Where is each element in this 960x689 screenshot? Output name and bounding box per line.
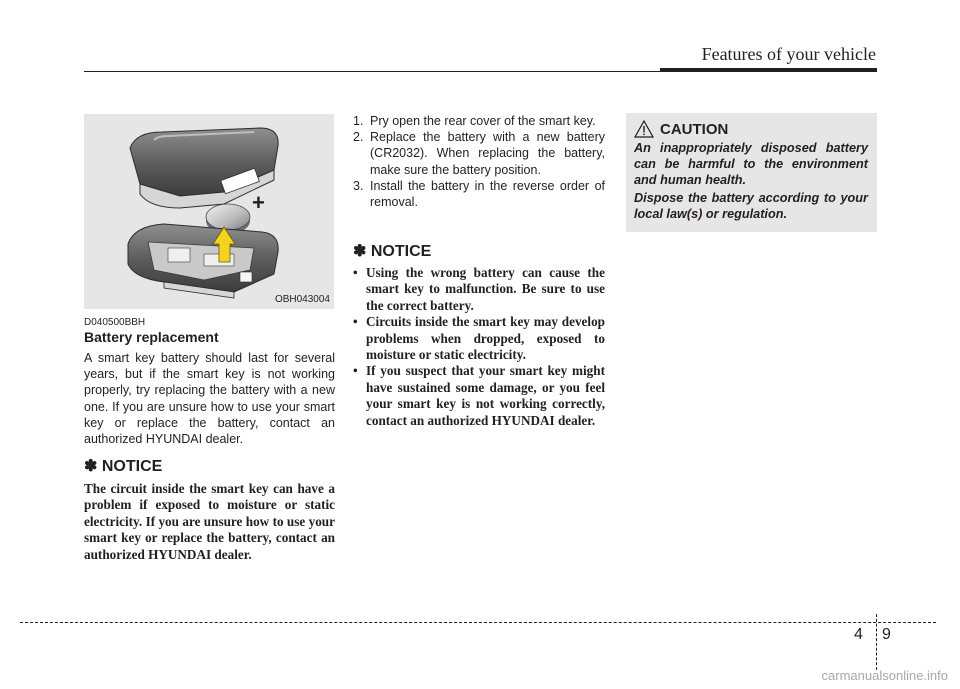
notice-title: ✽ NOTICE — [84, 458, 163, 475]
list-item — [353, 178, 605, 210]
notice-text: The circuit inside the smart key can have a problem if exposed to moisture or static electricity. If you are unsure how to use your smart key or replace the battery, contact an authorized HYUNDAI dealer. — [84, 481, 335, 562]
footer-rule — [20, 622, 936, 623]
smart-key-illustration — [84, 114, 334, 309]
document-code: D040500BBH — [84, 317, 146, 328]
list-item — [353, 314, 605, 363]
step-text: Pry open the rear cover of the smart key. — [370, 114, 596, 128]
section-heading: Battery replacement — [84, 329, 219, 345]
notice-item-text: If you suspect that your smart key might have sustained some damage, or you feel your smart key is not working correctly, contact an authorized HYUNDAI dealer. — [366, 363, 605, 428]
notice-list — [353, 265, 605, 429]
list-item — [353, 363, 605, 429]
battery-paragraph: A smart key battery should last for several years, but if the smart key is not working properly, try replacing the battery with a new one. If you are unsure how to use your smart key or replace the battery, contact an authorized HYUNDAI dealer. — [84, 351, 335, 447]
header-rule-accent — [660, 68, 877, 72]
plus-symbol: + — [252, 190, 265, 215]
caution-header — [634, 120, 728, 138]
bullet: • — [353, 314, 358, 330]
notice-title: ✽ NOTICE — [353, 243, 432, 260]
step-number: 1. — [353, 114, 364, 128]
running-header: Features of your vehicle — [701, 44, 876, 64]
step-number: 3. — [353, 178, 364, 193]
caution-paragraph: Dispose the battery according to your local law(s) or regulation. — [634, 191, 868, 222]
step-text: Replace the battery with a new battery (CR2032). When replacing the battery, make sure the battery position. — [370, 130, 605, 177]
replacement-steps — [353, 113, 605, 210]
notice-item-text: Circuits inside the smart key may develop problems when dropped, exposed to moisture or static electricity. — [366, 314, 605, 363]
caution-label: CAUTION — [660, 120, 729, 138]
list-item — [353, 113, 605, 129]
warning-triangle-icon — [634, 120, 654, 138]
notice-item-text: Using the wrong battery can cause the smart key to malfunction. Be sure to use the correct battery. — [366, 265, 605, 313]
watermark: carmanualsonline.info — [821, 668, 948, 683]
bullet: • — [353, 265, 358, 280]
bullet: • — [353, 363, 358, 379]
step-number: 2. — [353, 130, 364, 145]
list-item — [353, 265, 605, 314]
footer-divider — [876, 614, 877, 670]
list-item — [353, 129, 605, 178]
smart-key-battery-diagram — [84, 114, 334, 309]
header-rule — [84, 71, 664, 72]
key-housing-icon — [128, 224, 278, 298]
figure-code: OBH043004 — [274, 294, 330, 305]
step-text: Install the battery in the reverse order of removal. — [370, 178, 605, 210]
section-number: 4 — [854, 626, 863, 643]
page-number: 9 — [882, 626, 891, 643]
caution-paragraph: An inappropriately disposed battery can be harmful to the environment and human health. — [634, 141, 868, 188]
